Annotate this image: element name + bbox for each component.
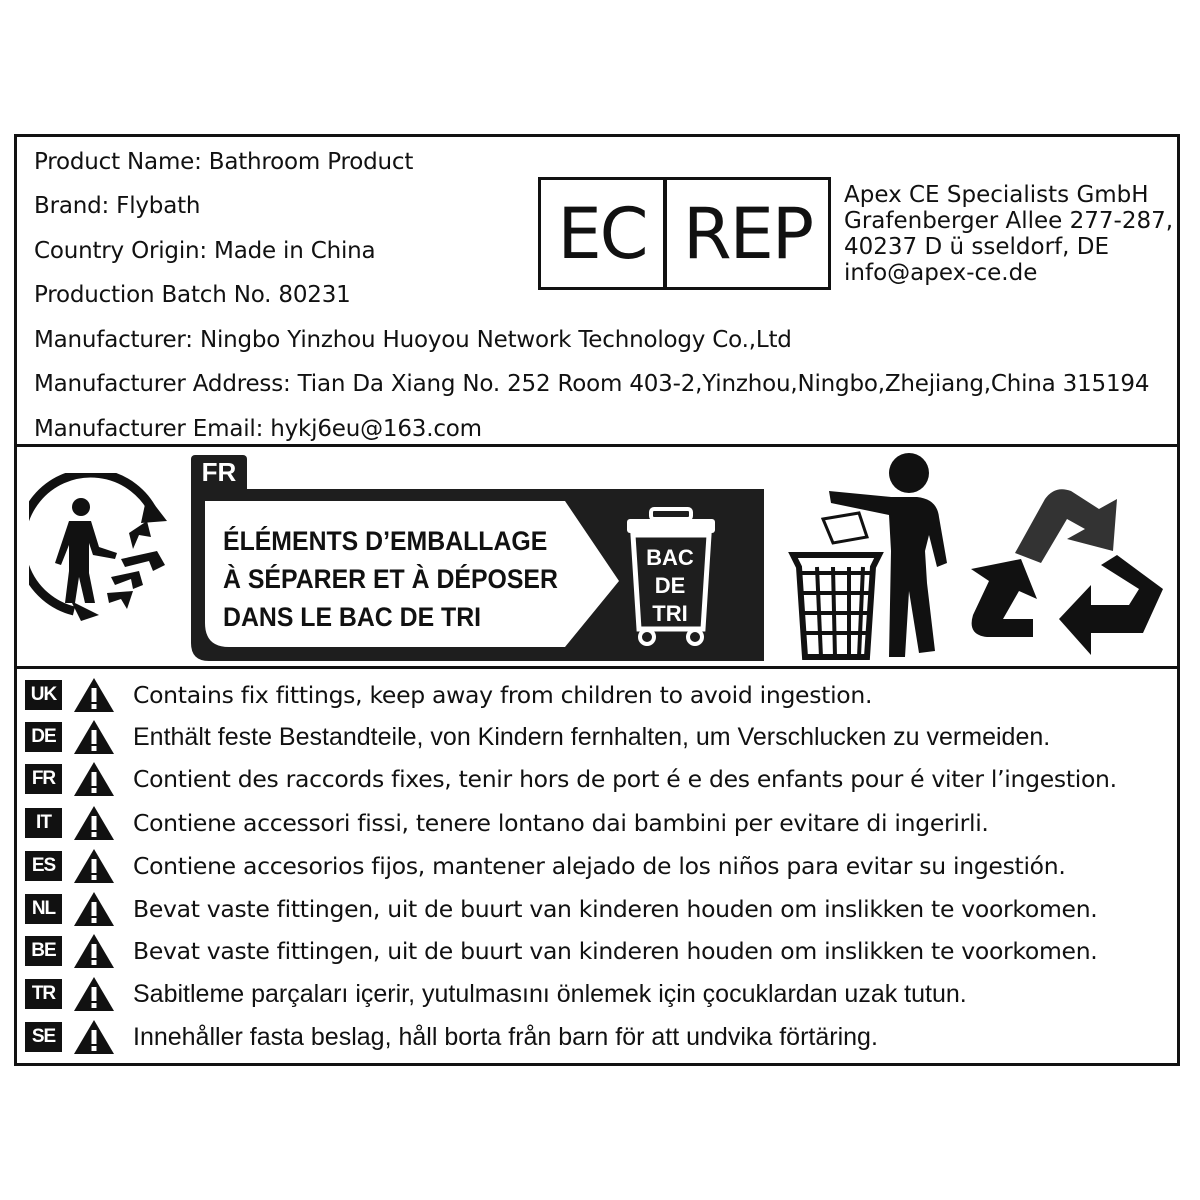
- warning-text: Contiene accesorios fijos, mantener alejado de los niños para evitar su ingestión.: [133, 852, 1066, 880]
- ec-rep-address: [844, 182, 1173, 286]
- warning-icon: [72, 932, 116, 970]
- brand: Brand: Flybath: [34, 193, 201, 219]
- ec-rep-city: 40237 D ü sseldorf, DE: [844, 234, 1109, 260]
- triman-instructions: [223, 522, 558, 636]
- manufacturer: Manufacturer: Ningbo Yinzhou Huoyou Network Technology Co.,Ltd: [34, 327, 792, 353]
- warning-icon: [72, 760, 116, 798]
- bin-label: [641, 544, 699, 628]
- warning-text: Contains fix fittings, keep away from children to avoid ingestion.: [133, 681, 873, 709]
- warning-row-es: [25, 846, 1066, 886]
- warning-row-be: [25, 931, 1097, 971]
- ec-rep-symbol: [538, 177, 831, 290]
- country-tab-fr: FR: [191, 455, 247, 489]
- warning-row-se: [25, 1017, 878, 1057]
- country-code-badge: ES: [25, 851, 62, 881]
- warning-row-it: [25, 803, 989, 843]
- bin-label-line-1: BAC: [646, 545, 694, 570]
- warning-text: Contiene accessori fissi, tenere lontano dai bambini per evitare di ingerirli.: [133, 809, 989, 837]
- triman-line-2: À SÉPARER ET À DÉPOSER: [223, 564, 558, 594]
- warning-row-de: [25, 717, 1050, 757]
- warning-text: Bevat vaste fittingen, uit de buurt van kinderen houden om inslikken te voorkomen.: [133, 937, 1098, 965]
- country-origin: Country Origin: Made in China: [34, 238, 376, 264]
- warning-icon: [72, 847, 116, 885]
- country-code-badge: FR: [25, 764, 62, 794]
- bin-label-line-3: TRI: [652, 601, 688, 626]
- manufacturer-address: Manufacturer Address: Tian Da Xiang No. 252 Room 403-2,Yinzhou,Ningbo,Zhejiang,China 315194: [34, 371, 1150, 397]
- manufacturer-email: Manufacturer Email: hykj6eu@163.com: [34, 416, 482, 442]
- recycle-icon: [967, 469, 1167, 665]
- warning-icon: [72, 890, 116, 928]
- warning-text: Sabitleme parçaları içerir, yutulmasını önlemek için çocuklardan uzak tutun.: [133, 979, 967, 1008]
- warning-row-fr: [25, 759, 1117, 799]
- country-code-badge: DE: [25, 722, 62, 752]
- ec-rep-email: info@apex-ce.de: [844, 260, 1038, 286]
- warning-icon: [72, 975, 116, 1013]
- country-code-badge: IT: [25, 808, 62, 838]
- ec-rep-company: Apex CE Specialists GmbH: [844, 182, 1149, 208]
- country-code-badge: NL: [25, 894, 62, 924]
- triman-line-3: DANS LE BAC DE TRI: [223, 602, 482, 632]
- warning-text: Bevat vaste fittingen, uit de buurt van kinderen houden om inslikken te voorkomen.: [133, 895, 1098, 923]
- ec-label: EC: [541, 180, 667, 287]
- warning-text: Innehåller fasta beslag, håll borta från barn för att undvika förtäring.: [133, 1022, 878, 1051]
- product-name: Product Name: Bathroom Product: [34, 149, 414, 175]
- warning-icon: [72, 718, 116, 756]
- tidyman-icon: [787, 451, 962, 666]
- triman-line-1: ÉLÉMENTS D’EMBALLAGE: [223, 526, 548, 556]
- product-info-section: [17, 137, 1177, 447]
- warning-row-uk: [25, 675, 872, 715]
- warning-icon: [72, 676, 116, 714]
- country-code-badge: TR: [25, 979, 62, 1009]
- ec-rep-street: Grafenberger Allee 277-287,: [844, 208, 1174, 234]
- country-code-badge: UK: [25, 680, 62, 710]
- warning-text: Contient des raccords fixes, tenir hors de port é e des enfants pour é viter l’ingestion.: [133, 765, 1117, 793]
- recycling-section: [17, 447, 1177, 669]
- warning-icon: [72, 804, 116, 842]
- bin-label-line-2: DE: [654, 573, 686, 598]
- product-label: [14, 134, 1180, 1066]
- warning-icon: [72, 1018, 116, 1056]
- country-code-badge: BE: [25, 936, 62, 966]
- rep-label: REP: [682, 192, 813, 275]
- warning-row-nl: [25, 889, 1097, 929]
- production-batch: Production Batch No. 80231: [34, 282, 351, 308]
- triman-icon: [29, 473, 179, 623]
- warning-text: Enthält feste Bestandteile, von Kindern fernhalten, um Verschlucken zu vermeiden.: [133, 722, 1051, 751]
- warning-row-tr: [25, 974, 967, 1014]
- country-code-badge: SE: [25, 1022, 62, 1052]
